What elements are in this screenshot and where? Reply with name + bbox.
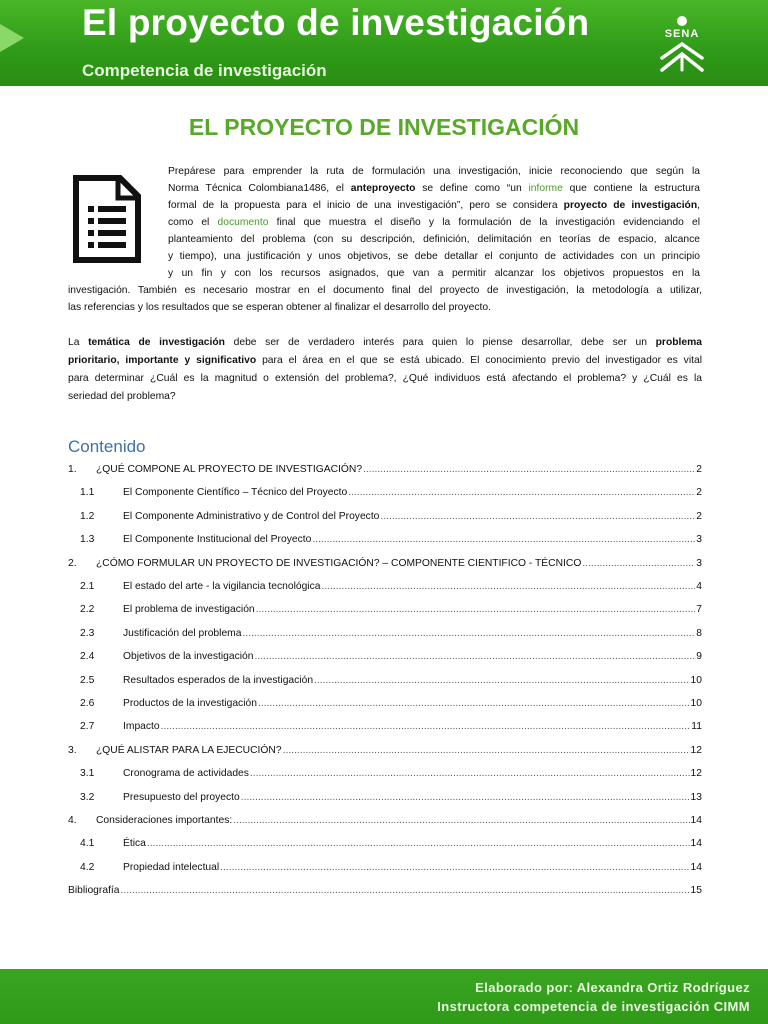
toc-item-title: Propiedad intelectual [123, 861, 220, 873]
intro-text: , [697, 200, 701, 211]
toc-item[interactable] [68, 581, 702, 597]
arrow-decoration-icon [0, 24, 24, 52]
toc-item-page: 10 [690, 698, 702, 709]
toc-item-number: 1.2 [80, 510, 95, 522]
intro-line: las referencias y los resultados que se esperan obtener al finalizar el desarrollo del proyecto. [68, 302, 491, 313]
toc-item[interactable] [68, 464, 702, 480]
toc-item[interactable] [68, 651, 702, 667]
toc-item-number: 3. [68, 744, 77, 756]
footer-banner [0, 969, 768, 1024]
toc-leader-dots [121, 885, 690, 896]
toc-item-number: 1.3 [80, 534, 95, 546]
toc-item-title: El problema de investigación [123, 604, 255, 616]
toc-leader-dots [241, 792, 690, 803]
intro-line [168, 215, 700, 232]
toc-item-number: 2.2 [80, 604, 95, 616]
term-prioritario: prioritario, importante y significativo [68, 355, 257, 366]
toc-item-page: 4 [696, 581, 702, 592]
header-banner [0, 0, 768, 86]
para-text: La [68, 337, 89, 348]
term-informe: informe [528, 183, 563, 194]
toc-leader-dots [258, 698, 690, 709]
document-title: EL PROYECTO DE INVESTIGACIÓN [188, 114, 580, 140]
toc-item-page: 3 [696, 534, 702, 546]
toc-item[interactable] [68, 721, 702, 737]
toc-item[interactable] [68, 792, 702, 808]
toc-item-page: 14 [690, 838, 702, 850]
toc-item-number: 1.1 [80, 487, 95, 499]
toc-leader-dots [161, 721, 691, 732]
toc-item-page: 10 [690, 674, 702, 686]
toc-item-title: Cronograma de actividades [123, 768, 249, 780]
toc-item-number: 3.1 [80, 768, 95, 780]
term-tematica: temática de investigación [88, 337, 225, 348]
toc-item-page: 13 [690, 791, 702, 803]
toc-item-page: 12 [690, 744, 702, 756]
intro-line: y tiempo), una justificación y unos objetivos, se debe detallar el conjunto de actividades con un principio [168, 251, 700, 262]
toc-item-number: 2.7 [80, 721, 95, 733]
toc-leader-dots [348, 487, 695, 498]
toc-item-page: 8 [696, 627, 702, 639]
toc-item-page: 12 [690, 768, 702, 780]
intro-text: Prepárese para emprender la ruta de formulación una investigación, inicie reconociendo que según la [168, 166, 700, 177]
toc-leader-dots [256, 604, 696, 615]
toc-leader-dots [147, 838, 690, 849]
term-proyecto: proyecto de investigación [563, 200, 698, 211]
intro-line: y un fin y con los recursos asignados, que van a permitir alcanzar los objetivos propuestos en la [168, 268, 700, 279]
intro-text: se define como “un [415, 183, 529, 194]
para-line [68, 352, 702, 370]
toc-leader-dots [321, 581, 695, 592]
document-icon [72, 174, 142, 264]
toc-item-page: 14 [690, 861, 702, 873]
toc-item-title: El estado del arte - la vigilancia tecnológica [123, 581, 321, 592]
intro-text: Norma Técnica Colombiana1486, el [168, 183, 351, 194]
intro-line [168, 181, 700, 198]
footer-role: Instructora competencia de investigación CIMM [437, 999, 750, 1014]
toc-leader-dots [250, 768, 690, 779]
page-subtitle: Competencia de investigación [82, 61, 327, 80]
toc-item[interactable] [68, 628, 702, 644]
toc-item[interactable] [68, 487, 702, 503]
toc-item-number: 2.6 [80, 698, 95, 709]
para-text: debe ser de verdadero interés para quien lo piense desarrollar, debe ser un [224, 337, 656, 348]
toc-item-title: Resultados esperados de la investigación [123, 674, 314, 686]
toc-item-page: 3 [696, 557, 702, 569]
toc-item-number: 2. [68, 557, 77, 569]
intro-text: final que muestra el diseño y la formulación de la investigación evidenciando el [268, 217, 700, 228]
toc-item[interactable] [68, 534, 702, 550]
toc-item-title: El Componente Científico – Técnico del Proyecto [123, 487, 348, 499]
toc-item[interactable] [68, 768, 702, 784]
toc-item[interactable] [68, 558, 702, 574]
toc-item-title: ¿CÓMO FORMULAR UN PROYECTO DE INVESTIGACIÓN? – COMPONENTE CIENTIFICO - TÉCNICO [96, 557, 582, 569]
toc-item[interactable] [68, 815, 702, 831]
toc-leader-dots [582, 558, 695, 569]
toc-item-title: Bibliografía [68, 885, 120, 897]
toc-item-page: 14 [690, 815, 702, 826]
toc-item-title: Justificación del problema [123, 627, 242, 639]
para-line [68, 334, 702, 352]
toc-item-title: Ética [123, 838, 146, 850]
toc-item-page: 11 [691, 721, 702, 733]
toc-leader-dots [380, 511, 695, 522]
toc-item-title: Presupuesto del proyecto [123, 791, 240, 803]
toc-item-number: 4.2 [80, 861, 95, 873]
para-line: para determinar ¿Cuál es la magnitud o extensión del problema?, ¿Qué individuos está afectando el problema? y ¿Cuál es la [68, 373, 702, 384]
toc-leader-dots [233, 815, 689, 826]
toc-item-title: Impacto [123, 721, 160, 733]
toc-item-number: 4.1 [80, 838, 95, 850]
intro-line [168, 198, 700, 215]
toc-item-title: ¿QUÉ COMPONE AL PROYECTO DE INVESTIGACIÓN? [96, 464, 363, 475]
para-line: seriedad del problema? [68, 391, 176, 402]
toc-item[interactable] [68, 511, 702, 527]
toc-item-title: El Componente Administrativo y de Control del Proyecto [123, 510, 380, 522]
term-anteproyecto: anteproyecto [350, 183, 416, 194]
toc-item-number: 2.1 [80, 581, 95, 592]
toc-item[interactable] [68, 698, 702, 714]
toc-item-title: Consideraciones importantes: [96, 815, 233, 826]
toc-leader-dots [220, 862, 689, 873]
toc-leader-dots [312, 534, 695, 545]
toc-item[interactable] [68, 885, 702, 901]
toc-item-page: 7 [696, 604, 702, 616]
page-title: El proyecto de investigación [82, 2, 590, 43]
toc-item-title: Objetivos de la investigación [123, 651, 254, 663]
intro-line: planteamiento del problema (con su descripción, definición, delimitación en teorías de espacio, alcance [168, 234, 700, 245]
toc-item-page: 2 [696, 487, 702, 499]
toc-item-number: 1. [68, 464, 77, 475]
term-problema: problema [655, 337, 702, 348]
footer-author: Elaborado por: Alexandra Ortiz Rodríguez [475, 980, 750, 995]
toc-item-title: Productos de la investigación [123, 698, 257, 709]
para-text: para el área en el que se está ubicado. El conocimiento previo del investigador es vital [256, 355, 702, 366]
term-documento: documento [217, 217, 269, 228]
toc-leader-dots [255, 651, 696, 662]
toc-item-title: El Componente Institucional del Proyecto [123, 534, 312, 546]
logo-text: SENA [664, 28, 700, 40]
toc-item-number: 3.2 [80, 791, 95, 803]
toc-item[interactable] [68, 862, 702, 878]
toc-item-page: 2 [696, 510, 702, 522]
intro-line [168, 164, 700, 181]
toc-item-number: 4. [68, 815, 77, 826]
toc-item-page: 9 [696, 651, 702, 663]
intro-text: que contiene la estructura [562, 183, 700, 194]
toc-item-title: ¿QUÉ ALISTAR PARA LA EJECUCIÓN? [96, 744, 282, 756]
toc-item-page: 2 [696, 464, 702, 475]
toc-leader-dots [314, 675, 689, 686]
toc-item-number: 2.5 [80, 674, 95, 686]
toc-item-page: 15 [690, 885, 702, 897]
toc-item-number: 2.4 [80, 651, 95, 663]
sena-logo [656, 14, 708, 76]
intro-line: investigación. También es necesario mostrar en el documento final del proyecto de investigación, la metodología a utilizar, [68, 285, 702, 296]
toc-item[interactable] [68, 745, 702, 761]
toc-item[interactable] [68, 675, 702, 691]
toc-leader-dots [363, 464, 695, 475]
toc-item[interactable] [68, 604, 702, 620]
toc-item[interactable] [68, 838, 702, 854]
toc-heading: Contenido [68, 437, 146, 456]
toc-item-number: 2.3 [80, 627, 95, 639]
intro-text: como el [168, 217, 218, 228]
sena-logo-icon [656, 14, 708, 76]
intro-text: formal de la propuesta para el inicio de una investigación”, pero se considera [168, 200, 564, 211]
toc-leader-dots [242, 628, 695, 639]
toc-leader-dots [283, 745, 690, 756]
